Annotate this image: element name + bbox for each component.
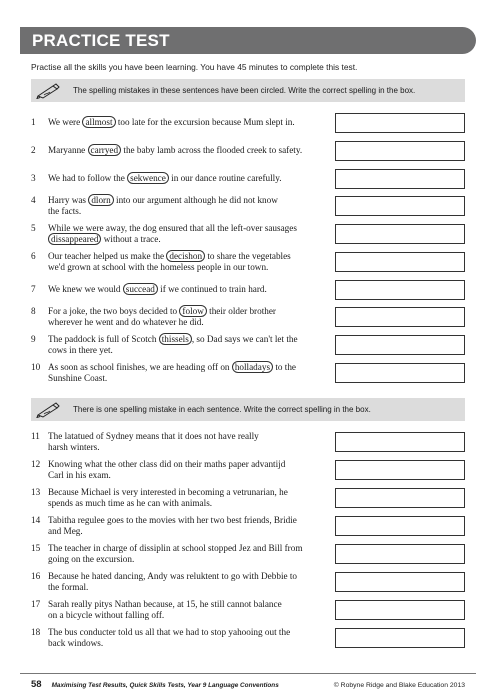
question-text: Tabitha regulee goes to the movies with her two best friends, Bridie and Meg. [48,515,297,536]
header-bar [20,27,476,54]
question-number: 12 [31,459,41,469]
book-title: Maximising Test Results, Quick Skills Tests, Year 9 Language Conventions [51,682,279,689]
pencil-hand-icon [31,79,65,102]
answer-box[interactable] [335,169,465,189]
answer-box[interactable] [335,572,465,592]
footer-divider [20,673,476,674]
question-text: We knew we would succead if we continued to train hard. [48,284,267,294]
answer-box[interactable] [335,280,465,300]
question-number: 16 [31,571,41,581]
question-text: While we were away, the dog ensured that all the left-over sausages dissappeared without a trace. [48,223,297,244]
question-number: 5 [31,223,36,233]
question-text: Because he hated dancing, Andy was reluktent to go with Debbie to the formal. [48,571,298,592]
question-number: 8 [31,306,36,316]
circled-word: folow [179,305,206,317]
answer-box[interactable] [335,335,465,355]
question-text: Our teacher helped us make the decishon to share the vegetables we'd grown at school with the homeless people in our town. [48,251,291,272]
question-number: 9 [31,334,36,344]
answer-box[interactable] [335,113,465,133]
question-text: The teacher in charge of dissiplin at school stopped Jez and Bill from going on the excursion. [48,543,303,564]
question-number: 18 [31,627,41,637]
answer-box[interactable] [335,196,465,216]
question-number: 1 [31,117,36,127]
answer-box[interactable] [335,224,465,244]
section2-instruction: There is one spelling mistake in each sentence. Write the correct spelling in the box. [73,405,371,414]
question-text: Sarah really pitys Nathan because, at 15, he still cannot balance on a bicycle without falling off. [48,599,282,620]
question-text: Knowing what the other class did on their maths paper advantijd Carl in his exam. [48,459,286,480]
question-number: 3 [31,173,36,183]
pencil-hand-icon [31,398,65,421]
answer-box[interactable] [335,252,465,272]
question-number: 17 [31,599,41,609]
question-text: We were allmost too late for the excursion because Mum slept in. [48,117,295,127]
circled-word: allmost [82,116,115,128]
section1-instruction: The spelling mistakes in these sentences have been circled. Write the correct spelling in the box. [73,86,416,95]
circled-word: succead [123,283,158,295]
answer-box[interactable] [335,628,465,648]
question-text: Harry was dlorn into our argument although he did not know the facts. [48,195,278,216]
page-title: PRACTICE TEST [32,30,170,50]
answer-box[interactable] [335,363,465,383]
page-number: 58 [31,679,42,690]
answer-box[interactable] [335,307,465,327]
circled-word: sekwence [127,172,169,184]
answer-box[interactable] [335,488,465,508]
question-number: 11 [31,431,40,441]
circled-word: dissappeared [48,233,101,245]
circled-word: decishon [166,250,205,262]
circled-word: thissels [159,333,192,345]
question-text: Because Michael is very interested in becoming a vetrunarian, he spends as much time as he can with animals. [48,487,288,508]
question-number: 4 [31,195,36,205]
section1-instruction-bar [31,79,465,102]
answer-box[interactable] [335,600,465,620]
question-text: The latatued of Sydney means that it does not have really harsh winters. [48,431,259,452]
question-number: 15 [31,543,41,553]
question-text: We had to follow the sekwence in our dance routine carefully. [48,173,282,183]
question-text: As soon as school finishes, we are heading off on holladays to the Sunshine Coast. [48,362,296,383]
answer-box[interactable] [335,516,465,536]
answer-box[interactable] [335,141,465,161]
section2-instruction-bar [31,398,465,421]
question-number: 10 [31,362,41,372]
circled-word: holladays [232,361,273,373]
footer [31,679,465,691]
question-number: 14 [31,515,41,525]
answer-box[interactable] [335,432,465,452]
question-number: 2 [31,145,36,155]
answer-box[interactable] [335,460,465,480]
circled-word: dlorn [88,194,113,206]
answer-box[interactable] [335,544,465,564]
question-text: The bus conducter told us all that we had to stop yahooing out the back windows. [48,627,291,648]
question-number: 7 [31,284,36,294]
question-text: The paddock is full of Scotch thissels , so Dad says we can't let the cows in there yet. [48,334,298,355]
copyright: © Robyne Ridge and Blake Education 2013 [333,682,465,689]
question-number: 6 [31,251,36,261]
question-number: 13 [31,487,41,497]
circled-word: carryed [88,144,122,156]
question-text: Maryanne carryed the baby lamb across the flooded creek to safety. [48,145,303,155]
question-text: For a joke, the two boys decided to folow their older brother wherever he went and do whatever he did. [48,306,276,327]
intro-text: Practise all the skills you have been learning. You have 45 minutes to complete this test. [31,62,358,72]
